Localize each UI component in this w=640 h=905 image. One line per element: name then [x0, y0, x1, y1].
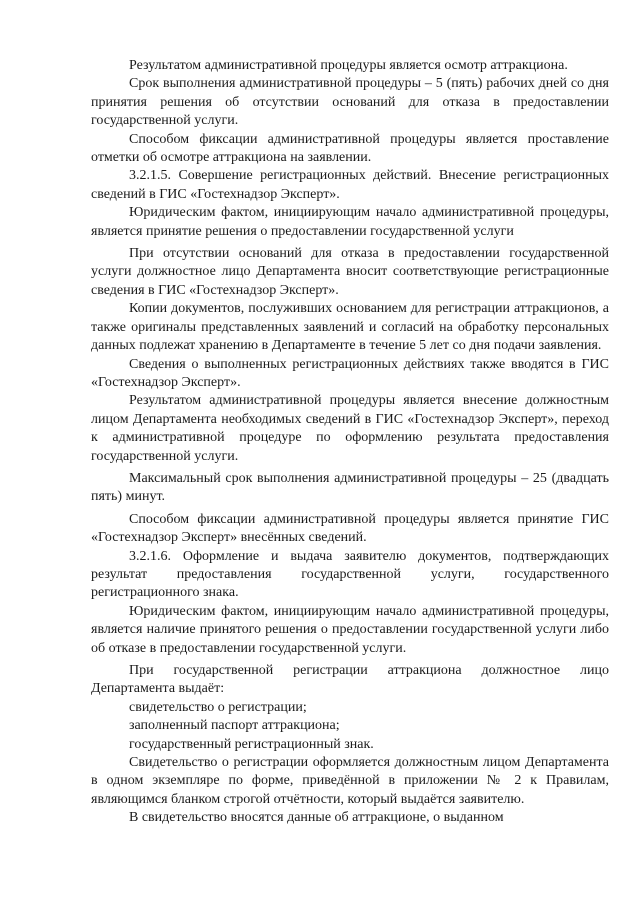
paragraph-9: Результатом административной процедуры является внесение должностным лицом Департамента необходимых сведений в ГИС «Гостехнадзор Эксперт», переход к административной процедуре по оформлению результата предоставления государственной услуги. — [91, 393, 609, 464]
paragraph-8: Сведения о выполненных регистрационных действиях также вводятся в ГИС «Гостехнадзор Эксперт». — [91, 356, 609, 390]
paragraph-2: Срок выполнения административной процедуры – 5 (пять) рабочих дней со дня принятия решения об отсутствии оснований для отказа в предоставлении государственной услуги. — [91, 76, 609, 129]
paragraph-3: Способом фиксации административной процедуры является проставление отметки об осмотре аттракциона на заявлении. — [91, 131, 609, 166]
paragraph-section-3-2-1-5: 3.2.1.5. Совершение регистрационных действий. Внесение регистрационных сведений в ГИС «Гостехнадзор Эксперт». — [91, 168, 609, 202]
paragraph-section-3-2-1-6: 3.2.1.6. Оформление и выдача заявителю документов, подтверждающих результат предоставления государственной услуги, государственного регистрационного знака. — [91, 548, 609, 601]
paragraph-14: При государственной регистрации аттракциона должностное лицо Департамента выдаёт: — [91, 663, 609, 697]
paragraph-16: В свидетельство вносятся данные об аттракционе, о выданном — [129, 810, 504, 826]
list-item-passport: заполненный паспорт аттракциона; — [129, 718, 340, 734]
paragraph-13: Юридическим фактом, инициирующим начало административной процедуры, является наличие принятого решения о предоставлении государственной услуги либо об отказе в предоставлении государственной услуги. — [91, 603, 609, 656]
paragraph-7: Копии документов, послуживших основанием для регистрации аттракционов, а также оригиналы представленных заявлений и согласий на обработку персональных данных подлежат хранению в Департаменте в течение 5 лет со дня подачи заявления. — [91, 301, 609, 354]
document-body — [91, 57, 609, 828]
paragraph-1: Результатом административной процедуры является осмотр аттракциона. — [129, 58, 568, 73]
list-item-plate: государственный регистрационный знак. — [129, 736, 374, 752]
paragraph-5: Юридическим фактом, инициирующим начало административной процедуры, является принятие решения о предоставлении государственной услуги — [91, 205, 609, 239]
list-item-certificate: свидетельство о регистрации; — [129, 699, 307, 715]
paragraph-10: Максимальный срок выполнения административной процедуры – 25 (двадцать пять) минут. — [91, 470, 609, 505]
paragraph-15: Свидетельство о регистрации оформляется должностным лицом Департамента в одном экземпляре по форме, приведённой в приложении № 2 к Правилам, являющимся бланком строгой отчётности, который выдаётся заявителю. — [91, 755, 609, 807]
paragraph-11: Способом фиксации административной процедуры является принятие ГИС «Гостехнадзор Эксперт» внесённых сведений. — [91, 511, 609, 546]
paragraph-6: При отсутствии оснований для отказа в предоставлении государственной услуги должностное лицо Департамента вносит соответствующие регистрационные сведения в ГИС «Гостехнадзор Эксперт». — [91, 246, 609, 298]
